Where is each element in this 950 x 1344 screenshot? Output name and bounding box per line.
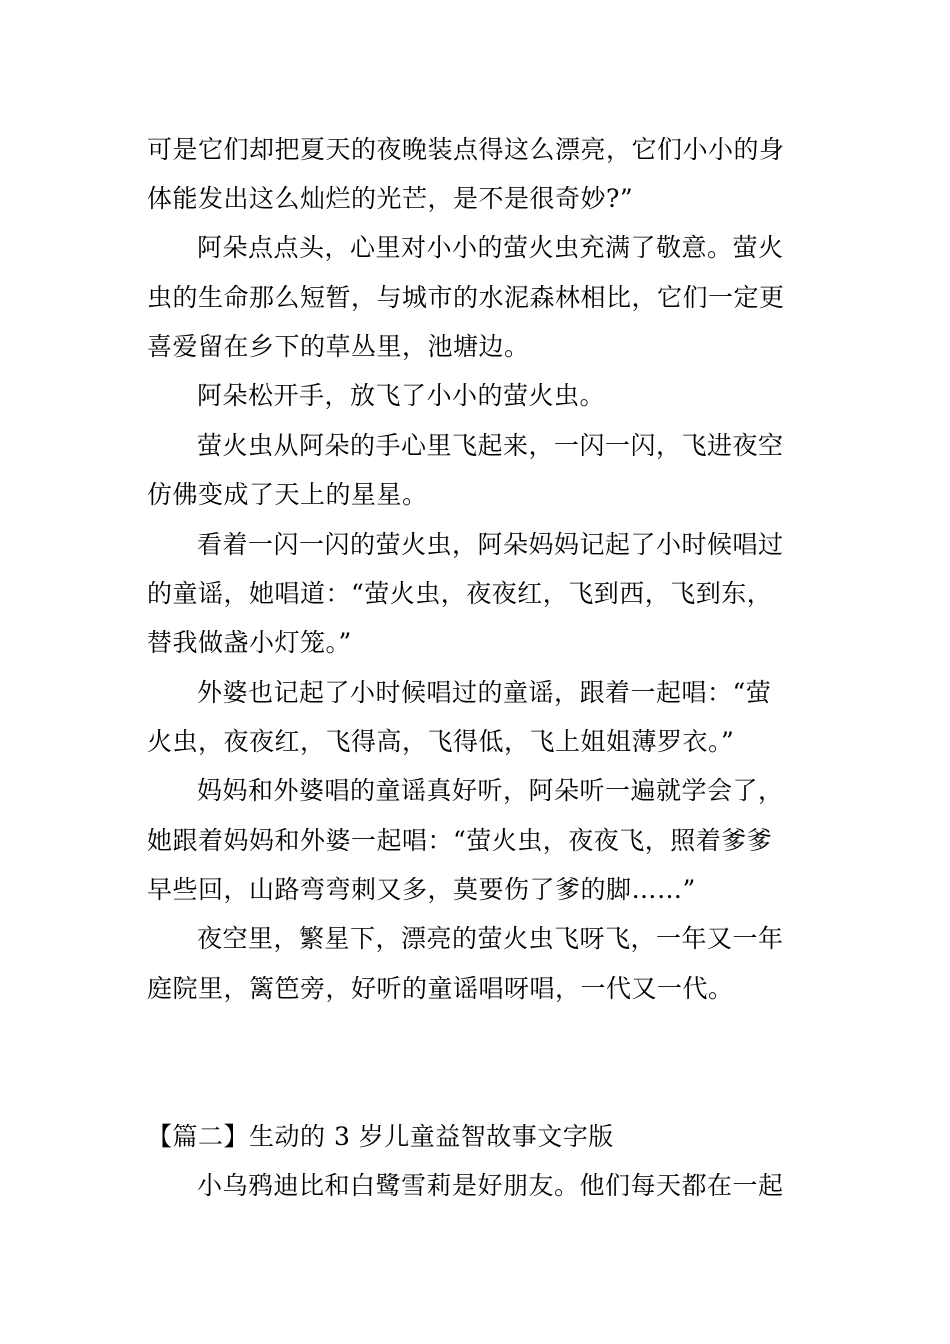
text-line: 的童谣，她唱道：“萤火虫，夜夜红，飞到西，飞到东， [147, 579, 773, 608]
text-line: 虫的生命那么短暂，与城市的水泥森林相比，它们一定更 [147, 283, 785, 312]
text-line: 萤火虫从阿朵的手心里飞起来，一闪一闪，飞进夜空 [197, 431, 784, 460]
text-line: 仿佛变成了天上的星星。 [147, 480, 428, 509]
text-line: 早些回，山路弯弯刺又多，莫要伤了爹的脚……” [147, 875, 696, 904]
text-line: 看着一闪一闪的萤火虫，阿朵妈妈记起了小时候唱过 [197, 530, 784, 559]
text-line: 庭院里，篱笆旁，好听的童谣唱呀唱，一代又一代。 [147, 974, 734, 1003]
text-line: 喜爱留在乡下的草丛里，池塘边。 [147, 332, 530, 361]
text-line: 阿朵松开手，放飞了小小的萤火虫。 [197, 381, 606, 410]
text-line: 阿朵点点头，心里对小小的萤火虫充满了敬意。萤火 [197, 233, 784, 262]
text-line: 替我做盏小灯笼。” [147, 628, 352, 657]
section-heading: 【篇二】生动的 3 岁儿童益智故事文字版 [147, 1122, 614, 1151]
text-line: 火虫，夜夜红，飞得高，飞得低，飞上姐姐薄罗衣。” [147, 727, 735, 756]
text-line: 小乌鸦迪比和白鹭雪莉是好朋友。他们每天都在一起 [197, 1171, 784, 1200]
text-line: 妈妈和外婆唱的童谣真好听，阿朵听一遍就学会了， [197, 776, 784, 805]
text-line: 夜空里，繁星下，漂亮的萤火虫飞呀飞，一年又一年 [197, 924, 784, 953]
text-line: 可是它们却把夏天的夜晚装点得这么漂亮，它们小小的身 [147, 135, 785, 164]
text-line: 体能发出这么灿烂的光芒，是不是很奇妙?” [147, 184, 634, 213]
text-line: 她跟着妈妈和外婆一起唱：“萤火虫，夜夜飞，照着爹爹 [147, 826, 773, 855]
text-line: 外婆也记起了小时候唱过的童谣，跟着一起唱：“萤 [197, 678, 772, 707]
